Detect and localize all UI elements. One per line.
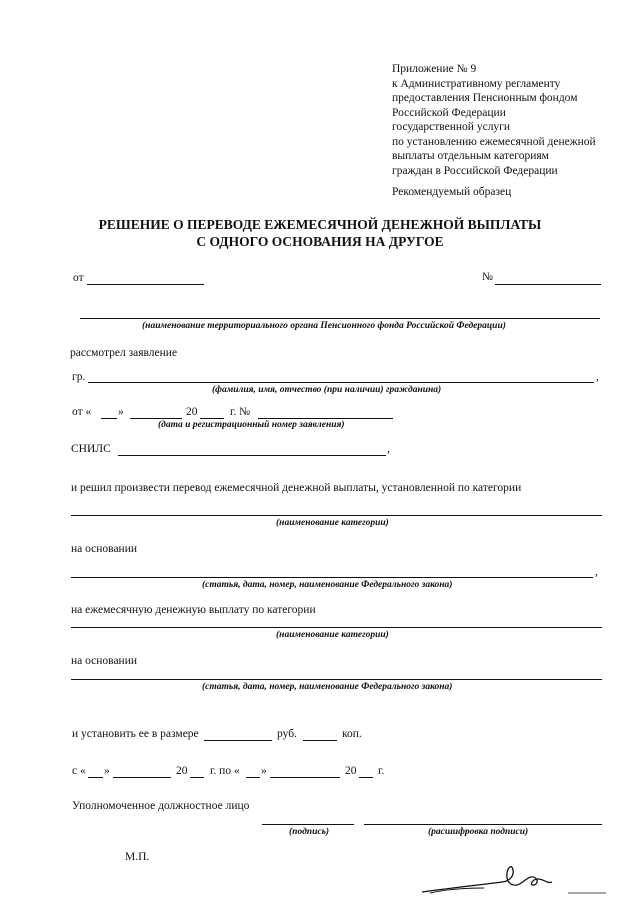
period-from-month-field[interactable] [113, 777, 171, 778]
title-line-1: РЕШЕНИЕ О ПЕРЕВОДЕ ЕЖЕМЕСЯЧНОЙ ДЕНЕЖНОЙ ВЫПЛАТЫ [98, 217, 542, 232]
decided-text: и решил произвести перевод ежемесячной денежной выплаты, установленной по категории [71, 482, 522, 494]
category-1-caption: (наименование категории) [276, 518, 389, 528]
amount-kop-field[interactable] [303, 740, 337, 741]
law-1-caption: (статья, дата, номер, наименование Федерального закона) [202, 580, 453, 590]
g-no-label: г. № [230, 406, 251, 418]
stamp-place-label: М.П. [125, 851, 150, 863]
period-to-day-field[interactable] [246, 777, 260, 778]
category-1-field[interactable] [71, 515, 602, 516]
document-title [0, 216, 640, 250]
comma: , [596, 371, 599, 383]
period-to-year-field[interactable] [359, 777, 373, 778]
comma: , [595, 566, 598, 578]
official-label: Уполномоченное должностное лицо [72, 800, 250, 812]
title-line-2: С ОДНОГО ОСНОВАНИЯ НА ДРУГОЕ [196, 234, 444, 249]
signature-caption: (подпись) [289, 827, 330, 837]
signature-decode-field[interactable] [364, 824, 602, 825]
app-reg-number-field[interactable] [258, 418, 393, 419]
snils-label: СНИЛС [71, 443, 111, 455]
signature-decode-caption: (расшифровка подписи) [428, 827, 529, 837]
kop-label: коп. [342, 728, 362, 740]
signature-field[interactable] [262, 824, 354, 825]
citizen-label: гр. [72, 371, 86, 383]
fio-caption: (фамилия, имя, отчество (при наличии) гражданина) [212, 385, 442, 395]
basis-1-label: на основании [71, 543, 138, 555]
year-prefix: 20 [186, 406, 198, 418]
basis-2-label: на основании [71, 655, 138, 667]
territorial-body-field[interactable] [80, 318, 600, 319]
number-label: № [482, 271, 493, 283]
rub-label: руб. [277, 728, 297, 740]
appendix-line: Российской Федерации [392, 106, 506, 119]
appendix-line: выплаты отдельным категориям [392, 150, 549, 162]
year-prefix: 20 [345, 765, 357, 777]
app-from-label: от « [72, 406, 92, 418]
appendix-line: к Административному регламенту [392, 77, 561, 90]
decision-number-field[interactable] [495, 284, 601, 285]
appendix-line: граждан в Российской Федерации [392, 164, 558, 177]
appendix-line: по установлению ежемесячной денежной [392, 135, 596, 148]
law-2-caption: (статья, дата, номер, наименование Федерального закона) [202, 682, 453, 692]
to-payment-text: на ежемесячную денежную выплату по категории [71, 604, 316, 616]
year-prefix: 20 [176, 765, 188, 777]
law-1-field[interactable] [71, 577, 593, 578]
appendix-line: предоставления Пенсионным фондом [392, 92, 578, 104]
app-year-field[interactable] [200, 418, 224, 419]
from-label: от [73, 272, 84, 284]
appendix-block [392, 62, 596, 178]
app-month-field[interactable] [130, 418, 182, 419]
citizen-fio-field[interactable] [88, 382, 594, 383]
app-day-field[interactable] [101, 418, 117, 419]
g-end-label: г. [378, 765, 385, 777]
category-2-field[interactable] [71, 627, 602, 628]
decision-date-field[interactable] [87, 284, 204, 285]
period-from-year-field[interactable] [190, 777, 204, 778]
category-2-caption: (наименование категории) [276, 630, 389, 640]
date-reg-caption: (дата и регистрационный номер заявления) [158, 420, 345, 430]
quote-close: » [104, 765, 110, 777]
period-to-month-field[interactable] [270, 777, 340, 778]
period-from-label: с « [72, 765, 86, 777]
set-amount-text: и установить ее в размере [72, 728, 199, 740]
amount-rub-field[interactable] [204, 740, 272, 741]
territorial-body-caption: (наименование территориального органа Пенсионного фонда Российской Федерации) [142, 321, 506, 331]
quote-close: » [261, 765, 267, 777]
handwritten-signature [418, 858, 608, 900]
snils-field[interactable] [118, 455, 386, 456]
law-2-field[interactable] [71, 679, 602, 680]
appendix-line: государственной услуги [392, 121, 511, 133]
considered-text: рассмотрел заявление [70, 347, 178, 359]
period-from-day-field[interactable] [88, 777, 103, 778]
quote-close: » [118, 406, 124, 418]
g-po-label: г. по « [210, 765, 240, 777]
comma: , [387, 443, 390, 455]
recommended-sample: Рекомендуемый образец [392, 186, 512, 198]
appendix-line: Приложение № 9 [392, 63, 477, 75]
